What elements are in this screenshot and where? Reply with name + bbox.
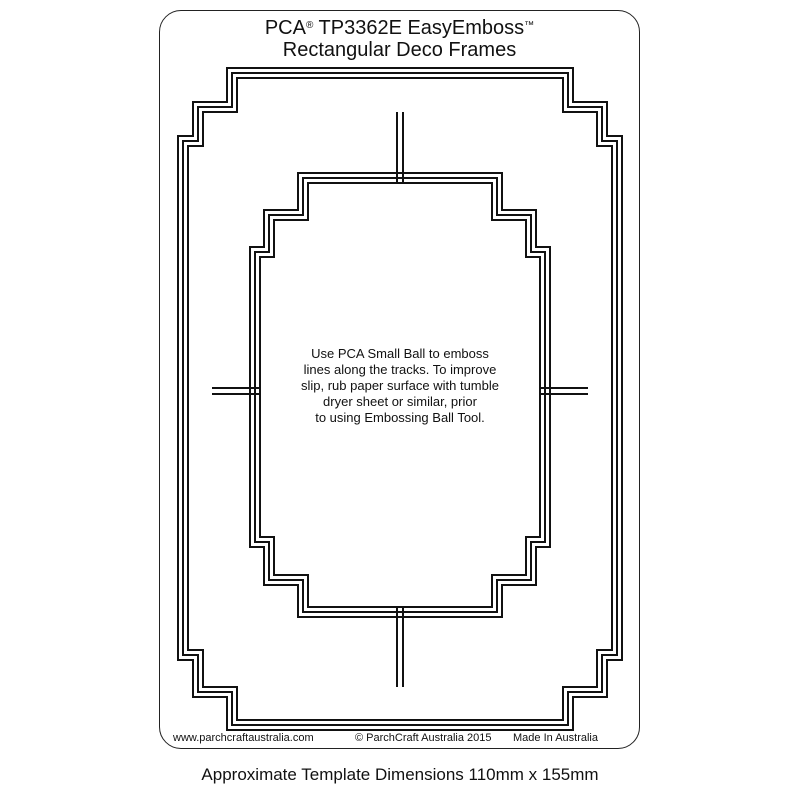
origin-text: Made In Australia	[513, 732, 598, 744]
left-connector	[212, 388, 260, 394]
brand-name: PCA	[264, 17, 306, 39]
dimensions-caption: Approximate Template Dimensions 110mm x 155mm	[201, 765, 599, 784]
template-title	[159, 16, 640, 40]
trademark-mark: ™	[524, 20, 535, 31]
registered-mark: ®	[305, 20, 314, 31]
website-text: www.parchcraftaustralia.com	[173, 732, 314, 744]
template-code: TP3362E EasyEmboss	[318, 17, 525, 39]
copyright-text: © ParchCraft Australia 2015	[355, 732, 492, 744]
right-connector	[540, 388, 588, 394]
bottom-connector	[397, 607, 403, 687]
template-subtitle: Rectangular Deco Frames	[282, 39, 517, 61]
emboss-instructions: Use PCA Small Ball to emboss lines along the tracks. To improve slip, rub paper surface with tumble dryer sheet or similar, prior to using Embossing Ball Tool.	[301, 346, 499, 425]
